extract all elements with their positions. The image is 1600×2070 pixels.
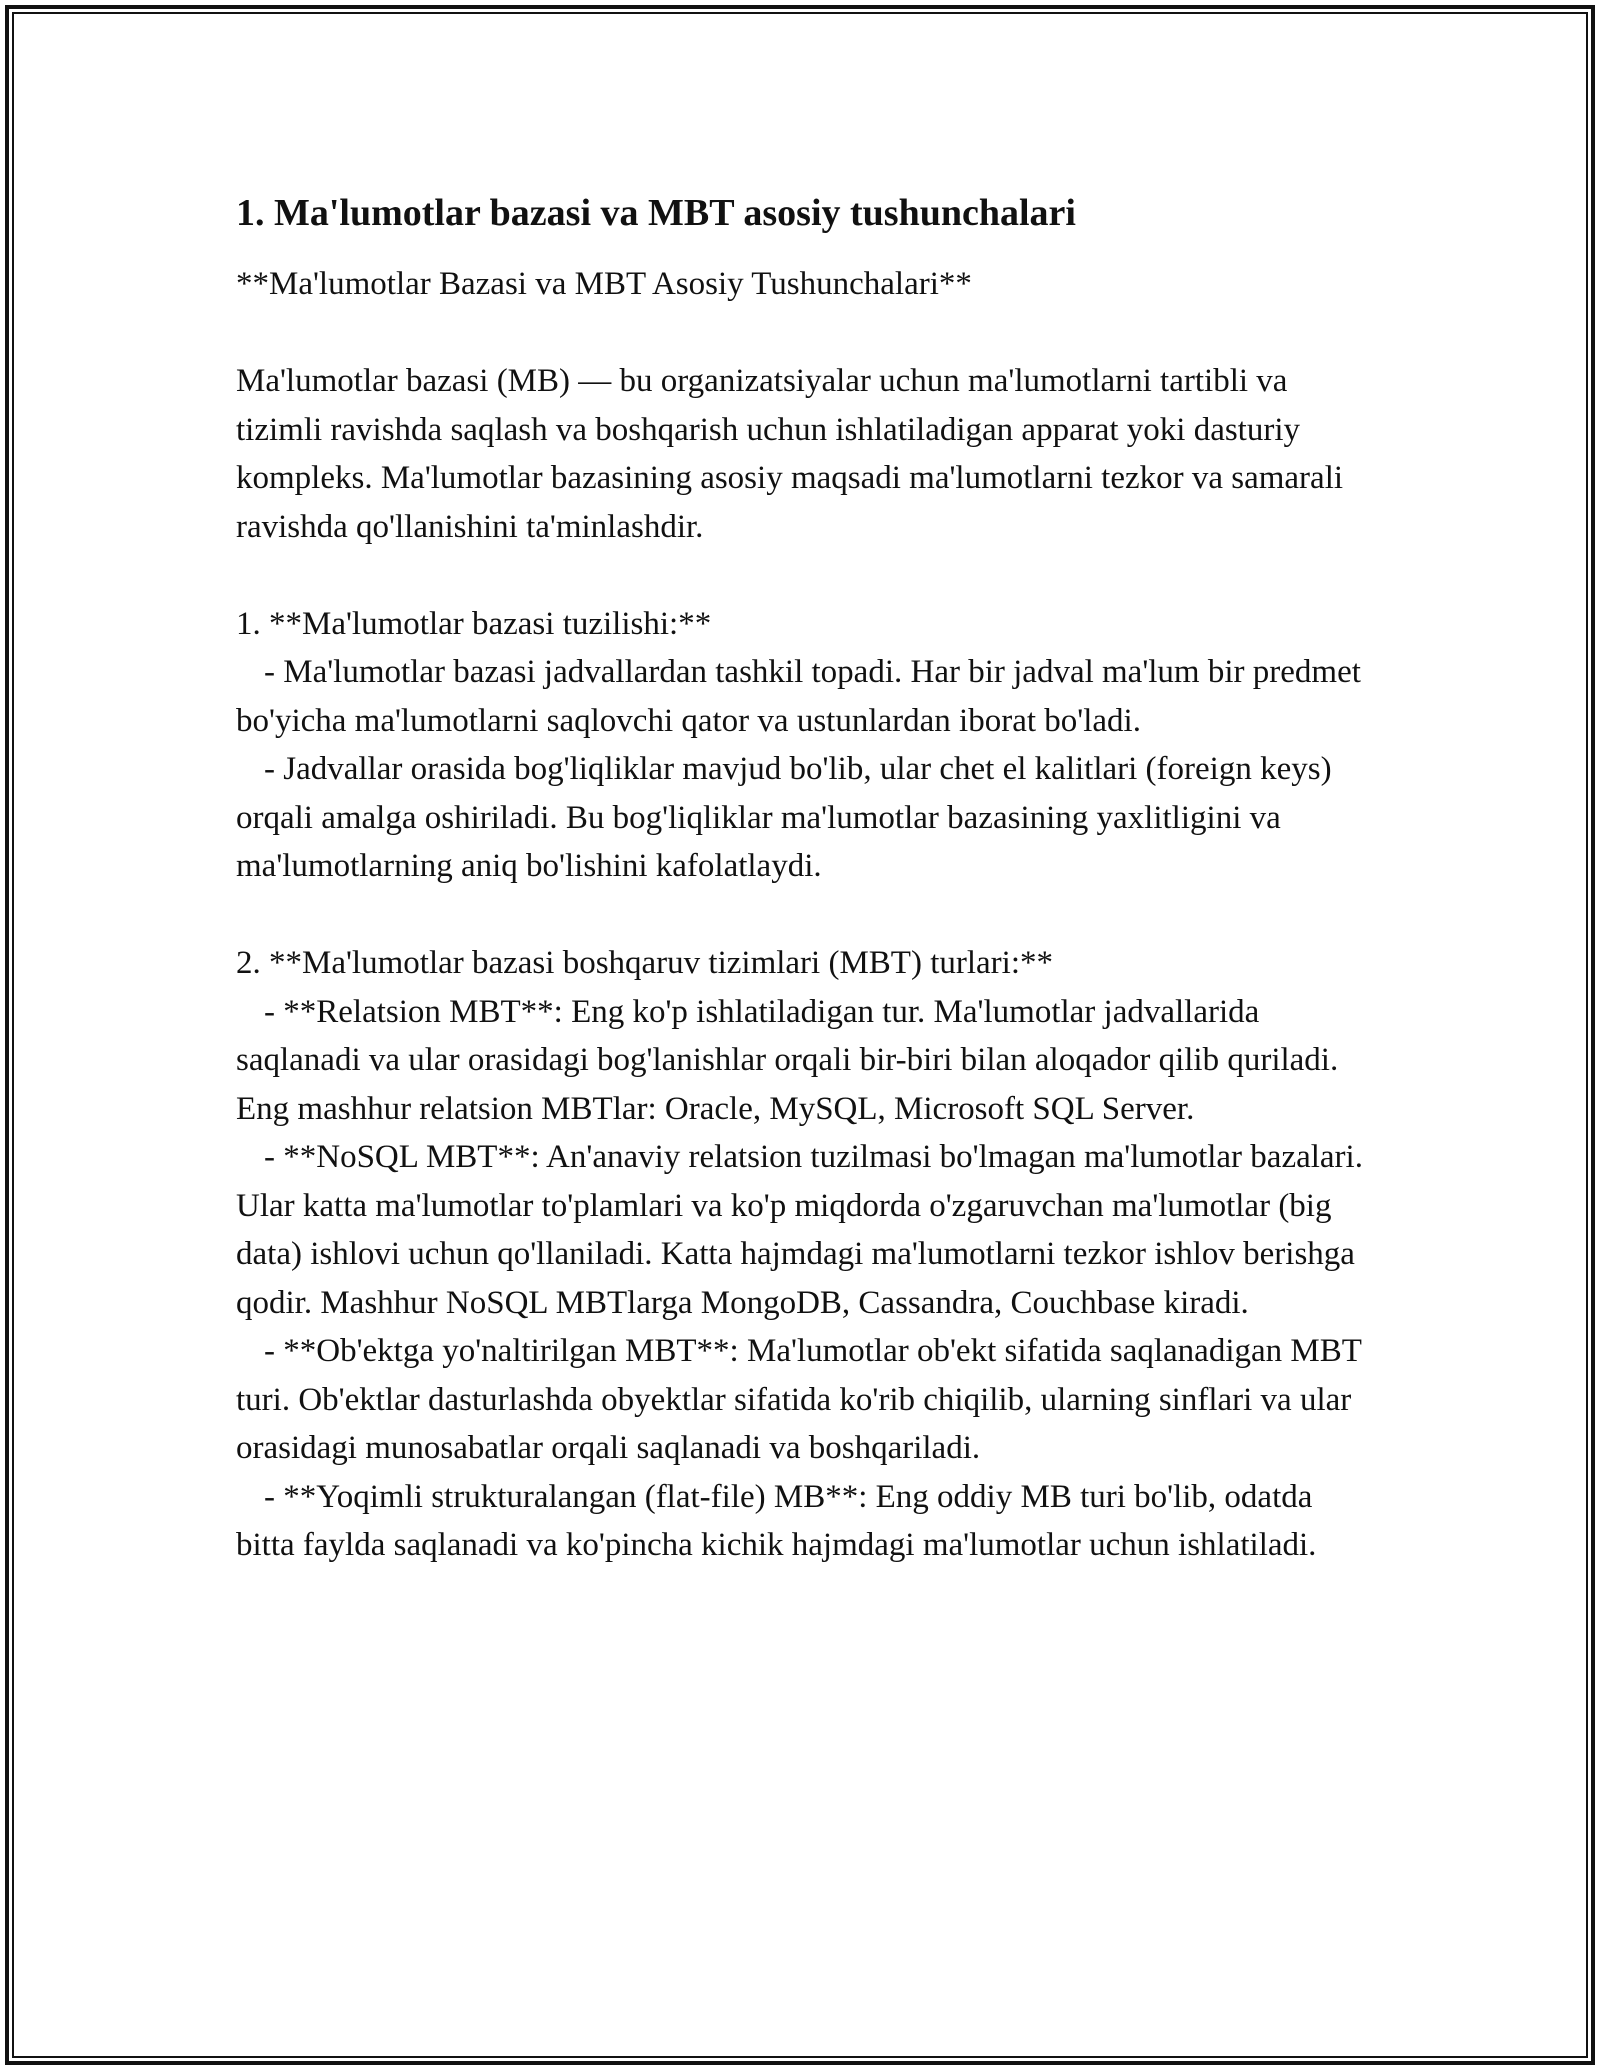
- paragraph-gap: [236, 309, 1366, 358]
- section-1-heading: 1. **Ma'lumotlar bazasi tuzilishi:**: [236, 605, 712, 642]
- section-1-item: - Ma'lumotlar bazasi jadvallardan tashkil topadi. Har bir jadval ma'lum bir predmet bo'yicha ma'lumotlarni saqlovchi qator va ustunlardan iborat bo'ladi.: [236, 654, 1370, 739]
- paragraph-gap: [236, 891, 1366, 940]
- document-body: [236, 186, 1372, 1570]
- paragraph-gap: [236, 551, 1366, 600]
- section-1-item: - Jadvallar orasida bog'liqliklar mavjud bo'lib, ular chet el kalitlari (foreign keys) orqali amalga oshiriladi. Bu bog'liqliklar ma'lumotlar bazasining yaxlitligini va ma'lumotlarning aniq bo'lishini kafolatlaydi.: [236, 751, 1340, 884]
- section-2-heading: 2. **Ma'lumotlar bazasi boshqaruv tizimlari (MBT) turlari:**: [236, 945, 1054, 981]
- intro-paragraph: Ma'lumotlar bazasi (MB) — bu organizatsiyalar uchun ma'lumotlarni tartibli va tizimli ravishda saqlash va boshqarish uchun ishlatiladigan apparat yoki dasturiy kompleks. Ma'lumotlar bazasining asosiy maqsadi ma'lumotlarni tezkor va samarali ravishda qo'llanishini ta'minlashdir.: [236, 363, 1352, 545]
- section-2-item: - **Ob'ektga yo'naltirilgan MBT**: Ma'lumotlar ob'ekt sifatida saqlanadigan MBT turi. Ob'ektlar dasturlashda obyektlar sifatida ko'rib chiqilib, ularning sinflari va ular orasidagi munosabatlar orqali saqlanadi va boshqariladi.: [236, 1333, 1370, 1466]
- section-2-item: - **Yoqimli strukturalangan (flat-file) MB**: Eng oddiy MB turi bo'lib, odatda bitta faylda saqlanadi va ko'pincha kichik hajmdagi ma'lumotlar uchun ishlatiladi.: [236, 1478, 1321, 1563]
- document-title: 1. Ma'lumotlar bazasi va MBT asosiy tushunchalari: [236, 192, 1076, 234]
- section-2-item: - **Relatsion MBT**: Eng ko'p ishlatiladigan tur. Ma'lumotlar jadvallarida saqlanadi va ular orasidagi bog'lanishlar orqali bir-biri bilan aloqador qilib quriladi. Eng mashhur relatsion MBTlar: Oracle, MySQL, Microsoft SQL Server.: [236, 993, 1347, 1127]
- section-2-item: - **NoSQL MBT**: An'anaviy relatsion tuzilmasi bo'lmagan ma'lumotlar bazalari. Ular katta ma'lumotlar to'plamlari va ko'p miqdorda o'zgaruvchan ma'lumotlar (big data) ishlovi uchun qo'llaniladi. Katta hajmdagi ma'lumotlarni tezkor ishlov berishga qodir. Mashhur NoSQL MBTlarga MongoDB, Cassandra, Couchbase kiradi.: [236, 1139, 1372, 1321]
- document-subtitle: **Ma'lumotlar Bazasi va MBT Asosiy Tushunchalari**: [236, 266, 972, 302]
